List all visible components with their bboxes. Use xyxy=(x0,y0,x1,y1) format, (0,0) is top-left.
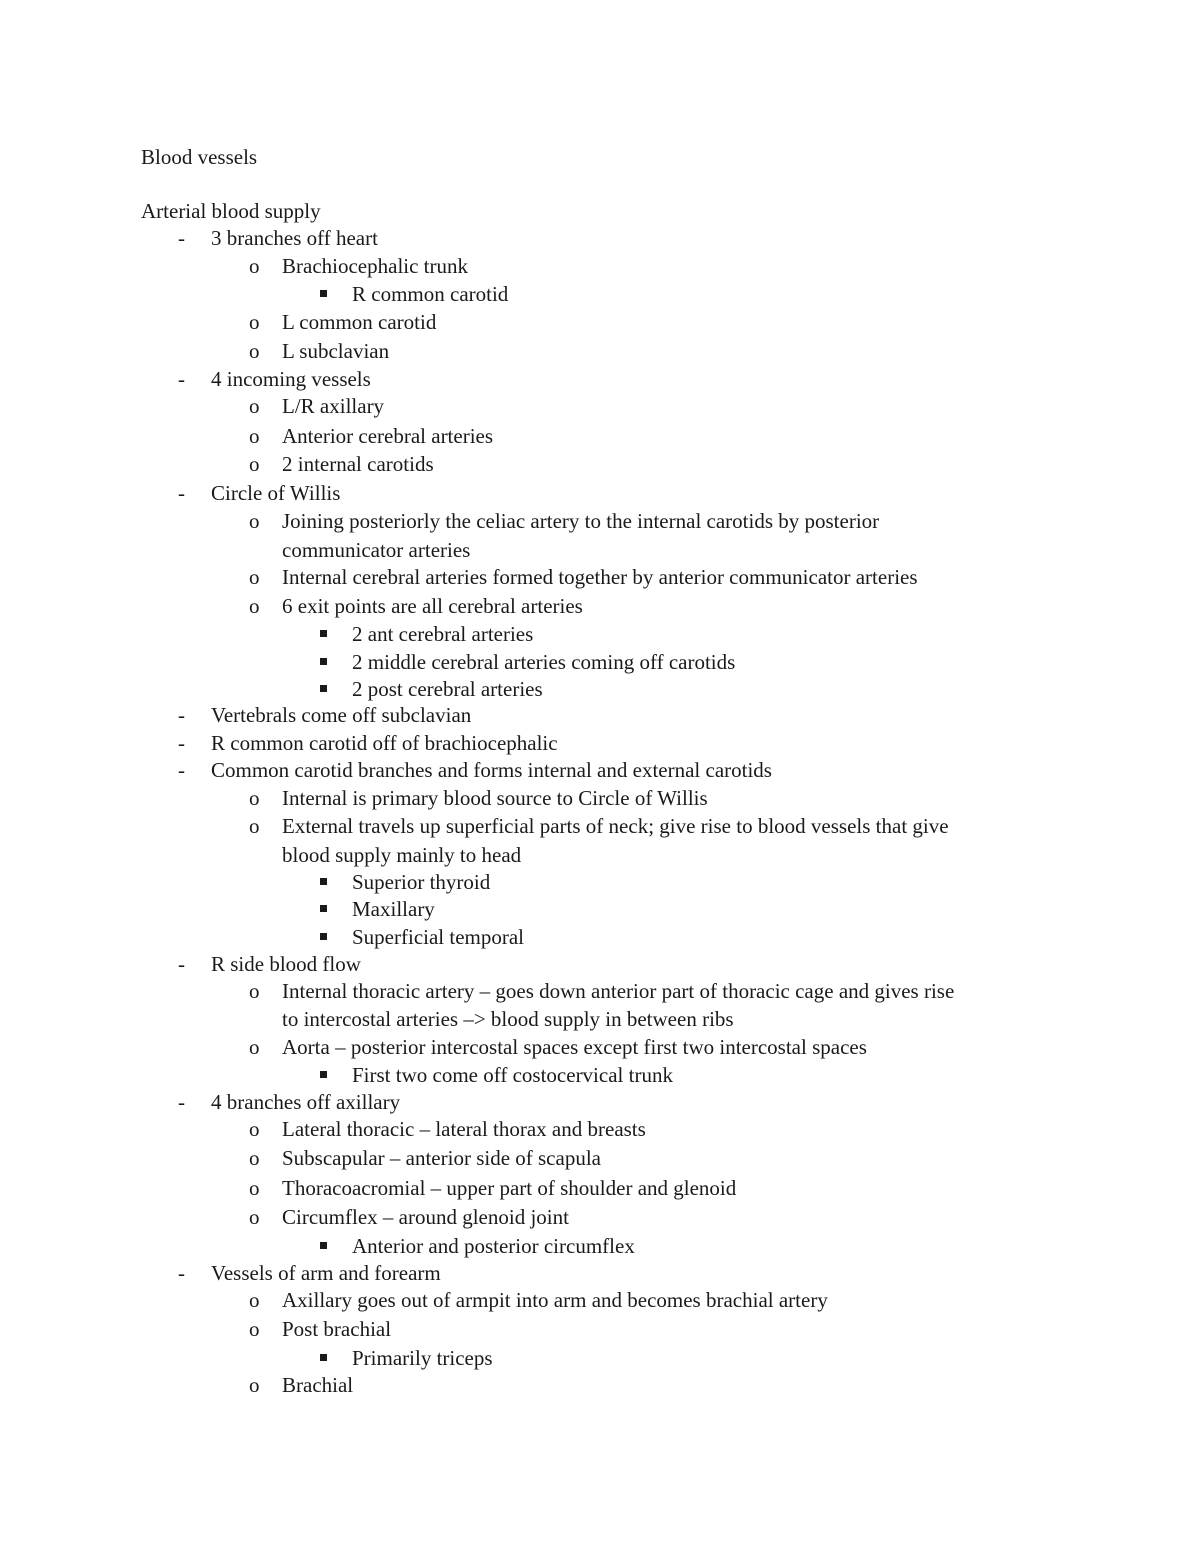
circle-bullet: o xyxy=(249,339,260,363)
circle-bullet: o xyxy=(249,452,260,476)
outline-item-level-2: Brachiocephalic trunk xyxy=(282,254,469,278)
outline-item-level-1: R side blood flow xyxy=(211,952,361,976)
outline-item-level-2: Aorta – posterior intercostal spaces except first two intercostal spaces xyxy=(282,1035,867,1059)
outline-item-level-2: Thoracoacromial – upper part of shoulder and glenoid xyxy=(282,1176,737,1200)
outline-item-level-2: L common carotid xyxy=(282,310,437,334)
circle-bullet: o xyxy=(249,1176,260,1200)
dash-bullet: - xyxy=(178,1261,185,1285)
square-bullet-icon xyxy=(320,933,327,940)
outline-item-level-2: Internal thoracic artery – goes down anterior part of thoracic cage and gives rise xyxy=(282,979,955,1003)
outline-item-level-2: Joining posteriorly the celiac artery to the internal carotids by posterior xyxy=(282,509,880,533)
circle-bullet: o xyxy=(249,594,260,618)
square-bullet-icon xyxy=(320,878,327,885)
square-bullet-icon xyxy=(320,1354,327,1361)
outline-item-level-2: Internal cerebral arteries formed together by anterior communicator arteries xyxy=(282,565,918,589)
outline-item-level-2: Brachial xyxy=(282,1373,354,1397)
outline-item-level-2: to intercostal arteries –> blood supply in between ribs xyxy=(282,1007,734,1031)
circle-bullet: o xyxy=(249,814,260,838)
dash-bullet: - xyxy=(178,367,185,391)
circle-bullet: o xyxy=(249,254,260,278)
circle-bullet: o xyxy=(249,1117,260,1141)
outline-item-level-3: Primarily triceps xyxy=(352,1346,493,1370)
outline-item-level-2: Anterior cerebral arteries xyxy=(282,424,494,448)
outline-item-level-2: Subscapular – anterior side of scapula xyxy=(282,1146,601,1170)
square-bullet-icon xyxy=(320,1242,327,1249)
dash-bullet: - xyxy=(178,703,185,727)
circle-bullet: o xyxy=(249,1205,260,1229)
square-bullet-icon xyxy=(320,905,327,912)
document-title: Blood vessels xyxy=(141,145,258,169)
outline-item-level-1: 4 incoming vessels xyxy=(211,367,371,391)
outline-item-level-3: First two come off costocervical trunk xyxy=(352,1063,673,1087)
outline-item-level-3: Superficial temporal xyxy=(352,925,525,949)
circle-bullet: o xyxy=(249,979,260,1003)
section-heading: Arterial blood supply xyxy=(141,199,321,223)
outline-item-level-1: 4 branches off axillary xyxy=(211,1090,401,1114)
circle-bullet: o xyxy=(249,1317,260,1341)
outline-item-level-3: Anterior and posterior circumflex xyxy=(352,1234,635,1258)
outline-item-level-2: Lateral thoracic – lateral thorax and breasts xyxy=(282,1117,646,1141)
square-bullet-icon xyxy=(320,658,327,665)
circle-bullet: o xyxy=(249,394,260,418)
outline-item-level-2: communicator arteries xyxy=(282,538,471,562)
dash-bullet: - xyxy=(178,758,185,782)
outline-item-level-2: L/R axillary xyxy=(282,394,385,418)
circle-bullet: o xyxy=(249,1035,260,1059)
outline-item-level-1: 3 branches off heart xyxy=(211,226,378,250)
circle-bullet: o xyxy=(249,1373,260,1397)
dash-bullet: - xyxy=(178,1090,185,1114)
outline-item-level-3: Maxillary xyxy=(352,897,435,921)
circle-bullet: o xyxy=(249,786,260,810)
dash-bullet: - xyxy=(178,226,185,250)
outline-item-level-2: Internal is primary blood source to Circle of Willis xyxy=(282,786,708,810)
outline-item-level-2: External travels up superficial parts of neck; give rise to blood vessels that give xyxy=(282,814,949,838)
outline-item-level-1: Common carotid branches and forms internal and external carotids xyxy=(211,758,772,782)
circle-bullet: o xyxy=(249,1288,260,1312)
circle-bullet: o xyxy=(249,565,260,589)
outline-item-level-2: blood supply mainly to head xyxy=(282,843,522,867)
dash-bullet: - xyxy=(178,731,185,755)
outline-item-level-2: Post brachial xyxy=(282,1317,392,1341)
square-bullet-icon xyxy=(320,1071,327,1078)
outline-item-level-3: 2 ant cerebral arteries xyxy=(352,622,534,646)
circle-bullet: o xyxy=(249,1146,260,1170)
outline-item-level-3: 2 post cerebral arteries xyxy=(352,677,543,701)
outline-item-level-3: R common carotid xyxy=(352,282,509,306)
outline-item-level-1: Vertebrals come off subclavian xyxy=(211,703,472,727)
outline-item-level-2: Axillary goes out of armpit into arm and becomes brachial artery xyxy=(282,1288,828,1312)
square-bullet-icon xyxy=(320,630,327,637)
dash-bullet: - xyxy=(178,481,185,505)
outline-item-level-3: 2 middle cerebral arteries coming off carotids xyxy=(352,650,736,674)
outline-item-level-1: Circle of Willis xyxy=(211,481,341,505)
outline-item-level-1: R common carotid off of brachiocephalic xyxy=(211,731,558,755)
outline-item-level-3: Superior thyroid xyxy=(352,870,491,894)
dash-bullet: - xyxy=(178,952,185,976)
square-bullet-icon xyxy=(320,685,327,692)
outline-item-level-1: Vessels of arm and forearm xyxy=(211,1261,441,1285)
circle-bullet: o xyxy=(249,509,260,533)
circle-bullet: o xyxy=(249,424,260,448)
circle-bullet: o xyxy=(249,310,260,334)
outline-item-level-2: 2 internal carotids xyxy=(282,452,434,476)
outline-item-level-2: 6 exit points are all cerebral arteries xyxy=(282,594,583,618)
square-bullet-icon xyxy=(320,290,327,297)
outline-item-level-2: L subclavian xyxy=(282,339,390,363)
outline-item-level-2: Circumflex – around glenoid joint xyxy=(282,1205,569,1229)
